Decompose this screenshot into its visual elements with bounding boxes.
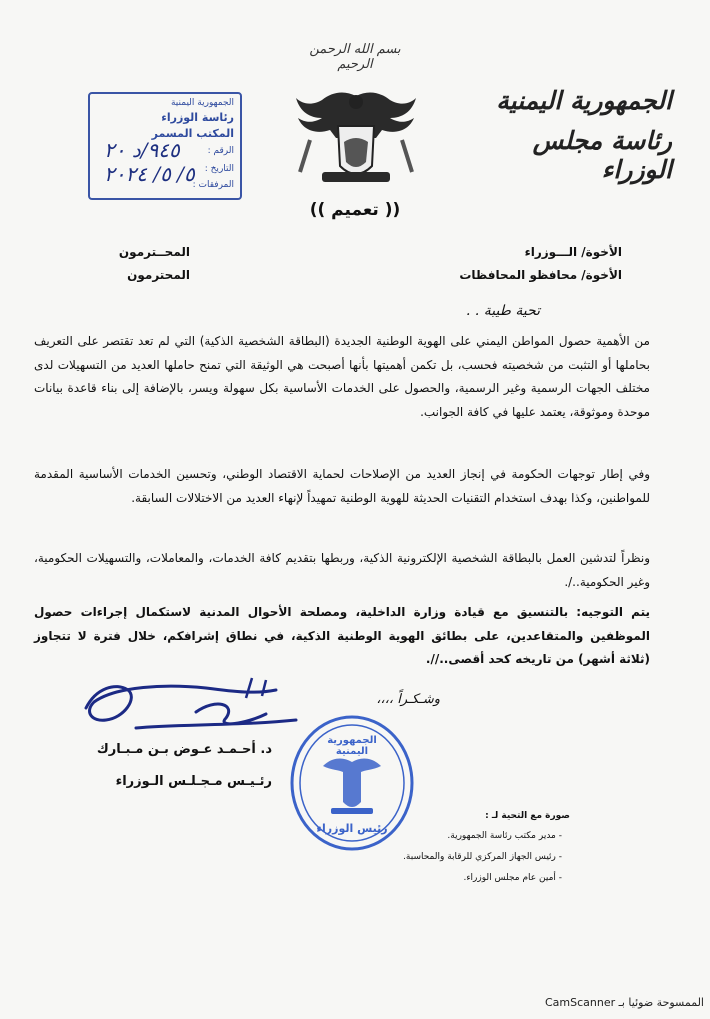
yemen-emblem-icon [292, 82, 420, 190]
signatory-title: رئـيـس مـجـلـس الـوزراء [115, 774, 272, 789]
stamp-number-value: ٩٤٥/د ٢٠ [104, 138, 180, 162]
addressee-to: الأخوة/ محافظو المحافظات [459, 268, 622, 282]
stamp-line2: رئاسة الوزراء [161, 111, 234, 124]
org-name-line2: رئاسة مجلس الوزراء [532, 126, 672, 184]
signature-icon [76, 668, 306, 746]
signatory-name: د. أحـمـد عـوض بـن مـبـارك [96, 742, 272, 757]
cc-item: - مدير مكتب رئاسة الجمهورية. [447, 831, 562, 841]
cc-heading: صورة مع التحية لـ : [485, 811, 570, 821]
paragraph: وفي إطار توجهات الحكومة في إنجاز العديد من الإصلاحات لحماية الاقتصاد الوطني، وتحسين الخدمات الأساسية المقدمة للمواطنين، وكذا بهدف استخدام التقنيات الحديثة للهوية الوطنية تمهيداً لإنهاء العديد من الاختلالات السابقة. [34, 467, 650, 505]
addressee-honor: المحترمون [127, 268, 190, 282]
org-name-line1: الجمهورية اليمنية [496, 86, 672, 115]
paragraph: من الأهمية حصول المواطن اليمني على الهوية الوطنية الجديدة (البطاقة الشخصية الذكية) التي لم تعد تقتصر على التعريف بحاملها أو التثبت من شخصيته فحسب، بل تكمن أهميتها بأنها أصبحت هي الوثيقة التي تمنح حاملها العديد من التسهيلات لدى مختلف الجهات الرسمية وغير الرسمية، والحصول على الخدمات الأساسية بكل سهولة ويسر، بالإضافة إلى بناء قاعدة بيانات موحدة وموثوقة، يعتمد عليها في كافة الجوانب. [34, 334, 650, 419]
addressee-to: الأخوة/ الـــوزراء [524, 245, 622, 259]
stamp-line1: الجمهورية اليمنية [170, 98, 234, 108]
cc-item: - رئيس الجهاز المركزي للرقابة والمحاسبة. [403, 852, 562, 862]
seal-bottom-text: رئيس الوزراء [316, 822, 388, 835]
closing-thanks: وشـكـراً ،،،، [376, 692, 440, 707]
paragraph: ونظراً لتدشين العمل بالبطاقة الشخصية الإلكترونية الذكية، وربطها بتقديم كافة الخدمات، والمعاملات، والتسهيلات الحكومية، وغير الحكومية../. [34, 551, 650, 589]
directive-paragraph: يتم التوجيه: بالتنسيق مع قيادة وزارة الداخلية، ومصلحة الأحوال المدنية لاستكمال إجراءات حصول الموظفين والمتقاعدين، على بطائق الهوية الوطنية الذكية، في نطاق إشرافكم، خلال فترة لا تتجاوز (ثلاثة أشهر) من تاريخه كحد أقصى..//. [34, 605, 650, 666]
stamp-date-label: التاريخ : [204, 164, 234, 174]
scanner-watermark: الممسوحة ضوئيا بـ CamScanner [544, 996, 704, 1009]
stamp-number-label: الرقم : [207, 146, 234, 156]
stamp-line3: المكتب المسمر [151, 127, 234, 140]
basmala: بسم الله الرحمن الرحيم [309, 42, 401, 72]
registry-stamp [88, 92, 242, 200]
stamp-date-value: ٥/ ٥/ ٢٠٢٤ [104, 162, 195, 186]
greeting: تحية طيبة . . [465, 303, 540, 319]
cc-item: - أمين عام مجلس الوزراء. [463, 873, 562, 883]
stamp-attachments-label: المرفقات : [192, 180, 234, 190]
addressee-honor: المحــترمون [118, 245, 190, 259]
document-title: (( تعميم )) [309, 200, 401, 220]
seal-top-text: الجمهورية اليمنية [327, 735, 377, 757]
